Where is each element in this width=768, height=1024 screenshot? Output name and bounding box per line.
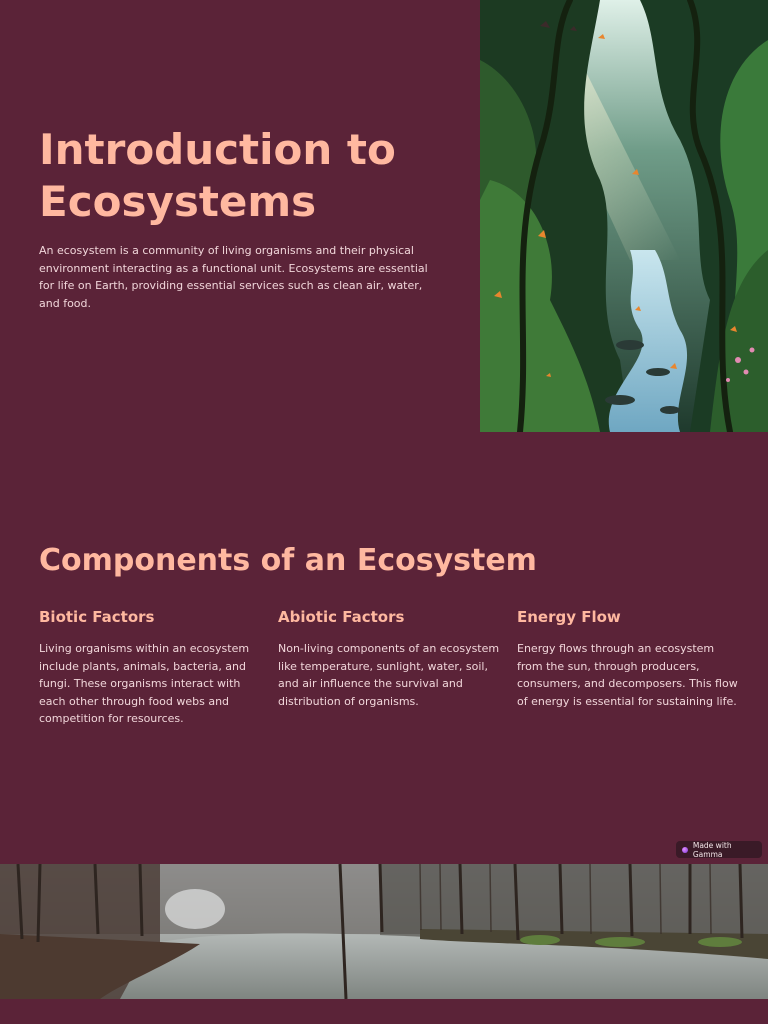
abiotic-factors-card bbox=[278, 606, 500, 710]
intro-paragraph: An ecosystem is a community of living organisms and their physical environment interacting as a functional unit. Ecosystems are essential for life on Earth, providing essential services such as clean air, water, and food. bbox=[39, 244, 428, 310]
forest-river-image bbox=[480, 0, 768, 432]
deforested-river-image bbox=[0, 864, 768, 999]
card-heading: Abiotic Factors bbox=[278, 608, 405, 626]
energy-flow-card bbox=[517, 606, 739, 710]
card-body: Energy flows through an ecosystem from the sun, through producers, consumers, and decomposers. This flow of energy is essential for sustaining life. bbox=[517, 642, 738, 708]
card-body: Living organisms within an ecosystem include plants, animals, bacteria, and fungi. These organisms interact with each other through food webs and competition for resources. bbox=[39, 642, 250, 726]
card-body: Non-living components of an ecosystem like temperature, sunlight, water, soil, and air influence the survival and distribution of organisms. bbox=[278, 642, 500, 708]
badge-label: Made with Gamma bbox=[692, 840, 732, 859]
components-section-title: Components of an Ecosystem bbox=[39, 543, 537, 578]
gamma-logo-icon bbox=[682, 847, 688, 853]
card-heading: Energy Flow bbox=[517, 608, 621, 626]
made-with-gamma-badge[interactable] bbox=[676, 841, 762, 858]
page-title: Introduction to Ecosystems bbox=[39, 125, 396, 226]
card-heading: Biotic Factors bbox=[39, 608, 155, 626]
biotic-factors-card bbox=[39, 606, 261, 728]
